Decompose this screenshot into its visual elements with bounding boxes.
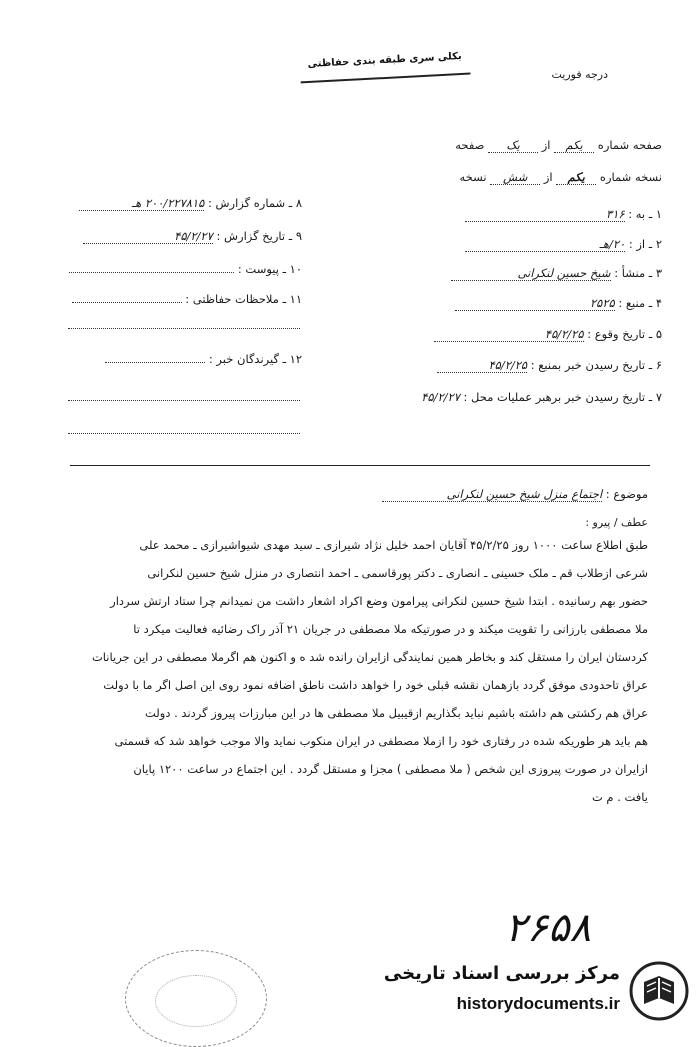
- field-event-date-value: ۴۵/۲/۲۵: [434, 327, 584, 342]
- field-report-date: [83, 229, 302, 244]
- field-security-notes-label: ۱۱ ـ ملاحظات حفاظتی :: [185, 292, 302, 306]
- field-origin-label: ۳ ـ منشأ :: [614, 266, 662, 280]
- field-from-label: ۲ ـ از :: [628, 237, 662, 251]
- body-line-9: ازایران در صورت پیروزی این شخص ( ملا مصطفی ) مجزا و مستقل گردد . این اجتماع در ساعت ۱۲۰۰ پایان: [133, 762, 648, 776]
- body-line-5: کردستان ایران را مستقل کند و بخاطر همین نمایندگی ازایران رانده شد ه و اکنون هم اگرملا مصطفی در این جریانات: [91, 650, 648, 664]
- copy-from: از: [543, 170, 553, 184]
- field-source-label: ۴ ـ منبع :: [618, 296, 662, 310]
- field-source-value: ۲۵۲۵: [455, 296, 615, 311]
- page-number-line: [455, 138, 662, 153]
- security-notes-extra-line: [68, 328, 300, 329]
- body-line-1: طبق اطلاع ساعت ۱۰۰۰ روز ۴۵/۲/۲۵ آقایان احمد خلیل نژاد شیرازی ـ سید مهدی شیواشیرازی ـ محمد علی: [139, 538, 648, 552]
- field-report-date-label: ۹ ـ تاریخ گزارش :: [216, 229, 302, 243]
- field-from: [465, 237, 662, 252]
- field-recipients-label: ۱۲ ـ گیرندگان خبر :: [208, 352, 302, 366]
- subject-label: موضوع :: [605, 487, 648, 501]
- copy-unit: نسخه: [459, 170, 487, 184]
- copy-total: شش: [490, 170, 540, 185]
- field-report-number-value: ۲۰۰/۲۲۷۸۱۵ هـ: [79, 196, 204, 211]
- urgency-label: درجه فوریت: [551, 68, 608, 81]
- book-logo-icon: [628, 960, 690, 1022]
- field-report-date-value: ۴۵/۲/۲۷: [83, 229, 213, 244]
- page-label: صفحه شماره: [597, 138, 662, 152]
- field-leader-received-date: [380, 390, 662, 404]
- field-to-label: ۱ ـ به :: [628, 207, 662, 221]
- body-line-3: حضور بهم رسانیده . ابتدا شیخ حسین لنکرانی پیرامون وضع اکراد اشعار داشت من نمیدانم چرا ستاد ارتش سردار: [110, 594, 648, 608]
- field-report-number: [79, 196, 302, 211]
- field-attachment-value: [69, 272, 234, 273]
- field-to-value: ۳۱۶: [465, 207, 625, 222]
- reference-label: عطف / پیرو :: [585, 516, 648, 529]
- field-security-notes-value: [72, 302, 182, 303]
- field-source-received-date: [437, 358, 662, 373]
- body-line-7: عراق هم رکشتی هم داشته باشیم نباید بگذاریم ازقیبیل ملا مصطفی ها در این مبارزات پیروز گردند . دولت: [145, 706, 648, 720]
- archive-handwritten-number: ۲۶۵۸: [505, 905, 591, 951]
- field-source-received-date-value: ۴۵/۲/۲۵: [437, 358, 527, 373]
- copy-value: یکم: [556, 170, 596, 185]
- page-unit: صفحه: [455, 138, 485, 152]
- field-attachment-label: ۱۰ ـ پیوست :: [237, 262, 302, 276]
- body-line-8: هم باید هر طوریکه شده در رفتاری خود را ازملا مصطفی در ایران منکوب نماید والا موجب خواهد شد که قسمتی: [114, 734, 648, 748]
- body-line-10: یافت . م ت: [591, 790, 648, 804]
- field-recipients: [105, 352, 302, 366]
- field-security-notes: [72, 292, 302, 306]
- body-line-4: ملا مصطفی بارزانی را تقویت میکند و در صورتیکه ملا مصطفی در جریان ۲۱ آذر راک رضائیه فعالیت میکرد تا: [133, 622, 648, 636]
- field-recipients-value: [105, 362, 205, 363]
- field-from-value: ۲۰/هـ: [465, 237, 625, 252]
- watermark-title: مرکز بررسی اسناد تاریخی: [383, 963, 620, 984]
- body-line-6: عراق تاحدودی موفق گردد بازهمان نقشه قبلی خود را خواهد داشت ناطق اضافه نمود روی این اصل اگر ما با دولت: [103, 678, 648, 692]
- page-total: یک: [488, 138, 538, 153]
- field-event-date: [434, 327, 662, 342]
- page-from: از: [541, 138, 551, 152]
- watermark-url: historydocuments.ir: [456, 994, 620, 1013]
- recipients-extra-line-1: [68, 400, 300, 401]
- field-origin: [451, 266, 662, 281]
- field-source: [455, 296, 662, 311]
- field-event-date-label: ۵ ـ تاریخ وقوع :: [587, 327, 662, 341]
- body-line-2: شرعی ازطلاب قم ـ ملک حسینی ـ انصاری ـ دکتر پورقاسمی ـ احمد انتصاری در منزل شیخ حسین لنکرانی: [147, 566, 648, 580]
- subject-line: [382, 487, 648, 502]
- page-value: یکم: [554, 138, 594, 153]
- field-attachment: [69, 262, 302, 276]
- section-divider: [70, 465, 650, 466]
- field-report-number-label: ۸ ـ شماره گزارش :: [207, 196, 302, 210]
- subject-value: اجتماع منزل شیخ حسین لنکرانی: [382, 487, 602, 502]
- official-seal-inner: [155, 975, 237, 1027]
- recipients-extra-line-2: [68, 433, 300, 434]
- field-leader-received-date-label: ۷ ـ تاریخ رسیدن خبر برهبر عملیات محل :: [463, 390, 662, 404]
- field-to: [465, 207, 662, 222]
- field-source-received-date-label: ۶ ـ تاریخ رسیدن خبر بمنبع :: [530, 358, 662, 372]
- copy-number-line: [459, 170, 662, 185]
- copy-label: نسخه شماره: [599, 170, 662, 184]
- field-origin-value: شیخ حسین لنکرانی: [451, 266, 611, 281]
- field-leader-received-date-value: ۴۵/۲/۲۷: [421, 390, 460, 404]
- classification-stamp: بکلی سری طبقه بندی حفاظتی: [299, 51, 470, 84]
